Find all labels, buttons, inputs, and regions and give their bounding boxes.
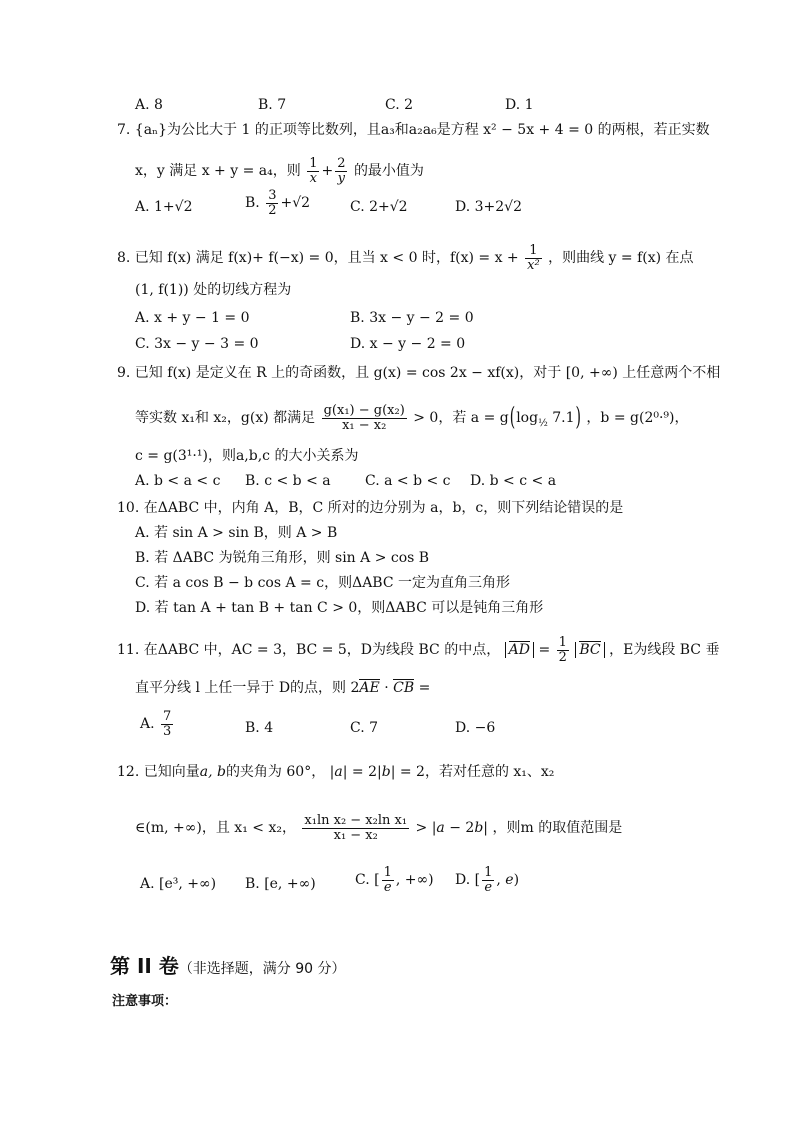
q7-option-c: C. 2+√2 xyxy=(350,199,408,215)
q12-option-d-fraction: $\frac{1}{e}$ xyxy=(484,865,493,895)
q8-option-c: C. 3x − y − 3 = 0 xyxy=(135,336,259,352)
q9-line3: c = g(3¹·¹)，则a,b,c 的大小关系为 xyxy=(135,448,359,464)
q7-line2: x，y 满足 x + y = a₄，则 $\frac{1}{x}$ + $\frac{2}{y}$ 的最小值为 xyxy=(135,156,424,186)
q8-option-b: B. 3x − y − 2 = 0 xyxy=(350,310,474,326)
q11-vector-cb: CB xyxy=(393,680,415,696)
q8-line1-pre: 8. 已知 f(x) 满足 f(x)+ f(−x) = 0，且当 x < 0 时，f(x) = x + xyxy=(117,250,519,267)
q11-line2: 直平分线 l 上任一异于 D的点，则 2AE · CB = xyxy=(135,680,431,696)
q12-line2: ∈(m, +∞)，且 x₁ < x₂， $\frac{\text{x₁ln x₂ − x₂ln x₁}}{\text{x₁ − x₂}}$ > |a − 2b| ，则m 的取值范围是 xyxy=(135,813,623,843)
q8-line2: (1, f(1)) 处的切线方程为 xyxy=(135,282,292,298)
q8-fraction-1-over-x2: $\frac{1}{\text{x²}}$ xyxy=(527,243,540,273)
q6-option-c: C. 2 xyxy=(385,97,414,113)
q6-option-d: D. 1 xyxy=(505,97,534,113)
q12-line2-pre: ∈(m, +∞)，且 x₁ < x₂， xyxy=(135,820,296,837)
q9-difference-quotient: $\frac{\text{g(x₁) − g(x₂)}}{\text{x₁ − x₂}}$ xyxy=(323,403,405,433)
q12-option-b: B. [e, +∞) xyxy=(245,876,316,892)
q7-option-b-fraction: $\frac{3}{2}$ xyxy=(268,188,277,218)
q6-option-a: A. 8 xyxy=(135,97,163,113)
q10-option-a: A. 若 sin A > sin B，则 A > B xyxy=(135,525,338,541)
q11-line2-pre: 直平分线 l 上任一异于 D的点，则 2 xyxy=(135,680,360,696)
q11-line1: 11. 在ΔABC 中，AC = 3，BC = 5，D为线段 BC 的中点， AD = $\frac{1}{2}$ BC ，E为线段 BC 垂 xyxy=(117,635,720,665)
q9-line2 xyxy=(135,404,688,434)
q9-line2-mid: > 0，若 a = g xyxy=(413,410,509,427)
q12-line2-post: ，则m 的取值范围是 xyxy=(492,820,623,837)
q11-option-b: B. 4 xyxy=(245,720,274,736)
q11-line1-pre: 11. 在ΔABC 中，AC = 3，BC = 5，D为线段 BC 的中点， xyxy=(117,642,501,659)
q7-option-b: B. $\frac{3}{2}$ +√2 xyxy=(245,188,311,218)
q9-log-base: ½ xyxy=(538,417,548,429)
q7-option-b-label: B. xyxy=(245,195,260,212)
section-title: 第 II 卷 xyxy=(110,954,179,978)
q7-fraction-2-over-y: $\frac{2}{y}$ xyxy=(337,156,346,186)
q8-option-a: A. x + y − 1 = 0 xyxy=(135,310,250,326)
q12-rhs: |a − 2b| xyxy=(431,820,489,837)
q10-option-b: B. 若 ΔABC 为锐角三角形，则 sin A > cos B xyxy=(135,550,430,566)
q8-option-d: D. x − y − 2 = 0 xyxy=(350,336,466,352)
q11-line2-post: = xyxy=(418,680,431,696)
q12-fraction: $\frac{\text{x₁ln x₂ − x₂ln x₁}}{\text{x₁ − x₂}}$ xyxy=(304,813,408,843)
q12-option-c: C. [ $\frac{1}{e}$ , +∞) xyxy=(355,865,434,895)
q11-vector-ad: AD xyxy=(508,642,530,659)
q9-log-arg: 7.1 xyxy=(552,410,575,427)
q11-option-a-fraction: $\frac{7}{3}$ xyxy=(163,709,172,739)
notes-heading: 注意事项： xyxy=(112,994,178,1009)
q11-option-a-label: A. xyxy=(140,716,155,733)
q9-left-paren: ( xyxy=(509,403,516,433)
q7-line2-post: 的最小值为 xyxy=(353,163,424,180)
q7-line1: 7. {aₙ}为公比大于 1 的正项等比数列，且a₃和a₂a₆是方程 x² − 5x + 4 = 0 的两根，若正实数 xyxy=(117,122,710,138)
q11-ad-abs xyxy=(505,642,534,658)
q11-option-a xyxy=(140,710,175,738)
q9-line2-pre: 等实数 x₁和 x₂，g(x) 都满足 xyxy=(135,410,316,427)
q12-vectors: a, b xyxy=(199,764,226,780)
q9-option-c: C. a < b < c xyxy=(365,473,451,489)
q12-line1-mid: 的夹角为 60°， xyxy=(225,764,326,780)
q7-option-d: D. 3+2√2 xyxy=(455,199,522,215)
q11-bc-abs xyxy=(575,642,604,658)
q12-option-c-label: C. xyxy=(355,872,370,889)
q12-line1-pre: 12. 已知向量 xyxy=(117,764,200,780)
q12-magnitude-condition: |a| = 2|b| = 2 xyxy=(329,764,425,780)
section-subtitle: （非选择题，满分 90 分） xyxy=(178,961,346,977)
q11-option-d: D. −6 xyxy=(455,720,496,736)
q12-line1 xyxy=(117,762,554,782)
q9-option-a: A. b < a < c xyxy=(135,473,221,489)
q9-option-b: B. c < b < a xyxy=(245,473,331,489)
q12-option-a: A. [e³, +∞) xyxy=(140,876,217,892)
q12-line1-post: ，若对任意的 x₁、x₂ xyxy=(424,764,555,780)
q10-option-d: D. 若 tan A + tan B + tan C > 0，则ΔABC 可以是钝角三角形 xyxy=(135,600,544,616)
q9-right-paren: ) xyxy=(575,403,581,433)
q12-option-d-label: D. xyxy=(455,872,471,889)
q8-line1-post: ，则曲线 y = f(x) 在点 xyxy=(548,250,694,267)
q9-log-text: log xyxy=(516,410,539,427)
q11-vector-ae: AE xyxy=(359,680,380,696)
q8-line1 xyxy=(117,244,694,272)
q7-fraction-1-over-x: $\frac{1}{x}$ xyxy=(309,156,318,186)
q10-option-c: C. 若 a cos B − b cos A = c，则ΔABC 一定为直角三角形 xyxy=(135,575,511,591)
q11-fraction-half: $\frac{1}{2}$ xyxy=(558,635,567,665)
q10-line1: 10. 在ΔABC 中，内角 A，B，C 所对的边分别为 a，b，c，则下列结论错误的是 xyxy=(117,500,624,516)
q11-option-c: C. 7 xyxy=(350,720,379,736)
q7-line2-pre: x，y 满足 x + y = a₄，则 xyxy=(135,163,301,180)
q12-option-d: D. [ $\frac{1}{e}$ , e) xyxy=(455,865,520,895)
q9-option-d: D. b < c < a xyxy=(470,473,557,489)
q11-line1-post: ，E为线段 BC 垂 xyxy=(609,642,720,659)
q9-line1: 9. 已知 f(x) 是定义在 R 上的奇函数，且 g(x) = cos 2x − xf(x)，对于 [0, +∞) 上任意两个不相 xyxy=(117,365,721,381)
q6-option-b: B. 7 xyxy=(258,97,287,113)
section-heading xyxy=(110,950,346,979)
q11-vector-bc: BC xyxy=(579,642,601,659)
q7-option-a: A. 1+√2 xyxy=(135,199,193,215)
q9-line2-post: ，b = g(2⁰·⁹)， xyxy=(586,410,689,427)
q12-option-c-fraction: $\frac{1}{e}$ xyxy=(383,865,392,895)
